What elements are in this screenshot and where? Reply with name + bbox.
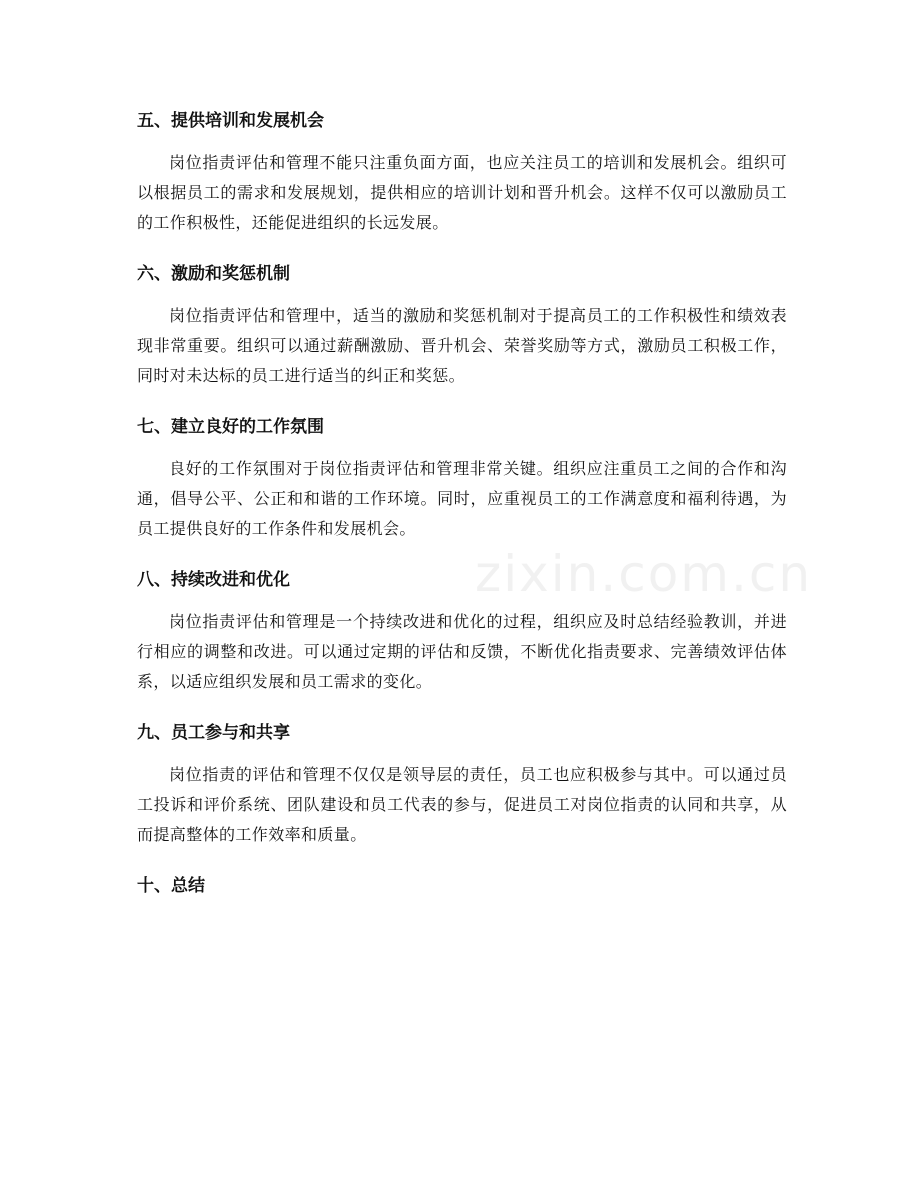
section-heading: 六、激励和奖惩机制	[137, 264, 290, 284]
section-improvement	[137, 563, 787, 697]
section-atmosphere	[137, 410, 787, 544]
section-heading: 十、总结	[137, 876, 205, 896]
section-incentives	[137, 257, 787, 391]
section-training	[137, 104, 787, 238]
document-body	[137, 104, 787, 922]
section-paragraph: 岗位指责的评估和管理不仅仅是领导层的责任，员工也应积极参与其中。可以通过员工投诉和评价系统、团队建设和员工代表的参与，促进员工对岗位指责的认同和共享，从而提高整体的工作效率和质量。	[137, 765, 787, 844]
section-heading: 七、建立良好的工作氛围	[137, 417, 324, 437]
section-paragraph: 良好的工作氛围对于岗位指责评估和管理非常关键。组织应注重员工之间的合作和沟通，倡导公平、公正和和谐的工作环境。同时，应重视员工的工作满意度和福利待遇，为员工提供良好的工作条件和发展机会。	[137, 459, 787, 538]
section-summary	[137, 869, 787, 903]
section-paragraph: 岗位指责评估和管理是一个持续改进和优化的过程，组织应及时总结经验教训，并进行相应的调整和改进。可以通过定期的评估和反馈，不断优化指责要求、完善绩效评估体系，以适应组织发展和员工需求的变化。	[137, 612, 787, 691]
section-heading: 五、提供培训和发展机会	[137, 111, 324, 131]
section-participation	[137, 716, 787, 850]
section-heading: 八、持续改进和优化	[137, 570, 290, 590]
section-paragraph: 岗位指责评估和管理中，适当的激励和奖惩机制对于提高员工的工作积极性和绩效表现非常重要。组织可以通过薪酬激励、晋升机会、荣誉奖励等方式，激励员工积极工作，同时对未达标的员工进行适当的纠正和奖惩。	[137, 306, 787, 385]
watermark: zixin.com.cn	[475, 545, 813, 603]
section-heading: 九、员工参与和共享	[137, 723, 290, 743]
section-paragraph: 岗位指责评估和管理不能只注重负面方面，也应关注员工的培训和发展机会。组织可以根据员工的需求和发展规划，提供相应的培训计划和晋升机会。这样不仅可以激励员工的工作积极性，还能促进组织的长远发展。	[137, 153, 787, 232]
